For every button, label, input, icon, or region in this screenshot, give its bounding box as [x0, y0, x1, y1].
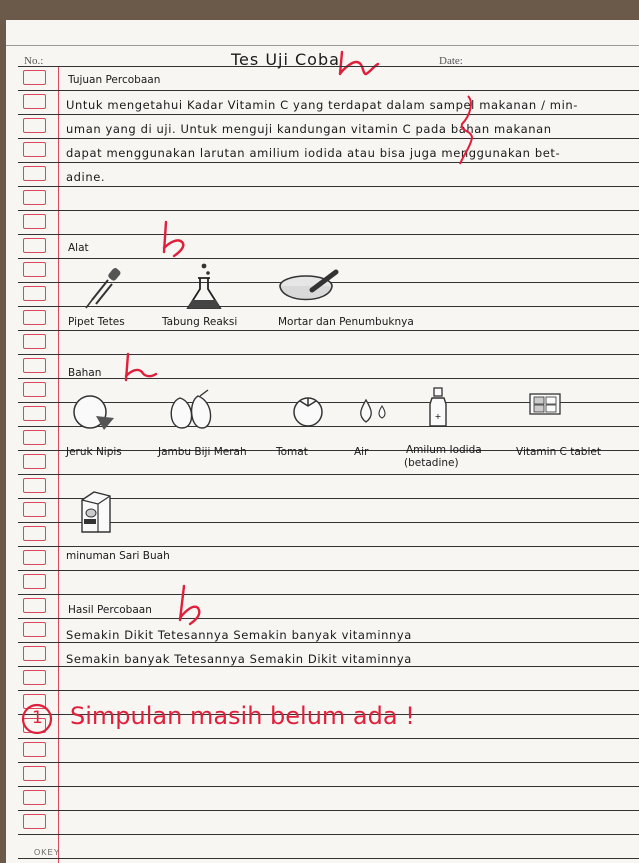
- teacher-checkmark-icon: [168, 580, 212, 628]
- feedback-marker: 1: [32, 708, 43, 728]
- page-title: Tes Uji Coba: [231, 50, 340, 69]
- guava-icon: [164, 388, 220, 434]
- bahan-label: Jambu Biji Merah: [158, 446, 247, 458]
- row-checkbox[interactable]: [23, 646, 46, 661]
- row-checkbox[interactable]: [23, 214, 46, 229]
- teacher-mark-icon: [450, 92, 480, 176]
- row-checkbox[interactable]: [23, 406, 46, 421]
- tujuan-heading: Tujuan Percobaan: [68, 74, 161, 86]
- row-checkbox[interactable]: [23, 286, 46, 301]
- bahan-label: Jeruk Nipis: [66, 446, 122, 458]
- bahan-label: minuman Sari Buah: [66, 550, 170, 562]
- date-label: Date:: [439, 55, 463, 67]
- no-label: No.:: [24, 55, 44, 67]
- ruled-lines: [6, 66, 639, 863]
- tujuan-line: Untuk mengetahui Kadar Vitamin C yang terdapat dalam sampel makanan / min-: [66, 98, 579, 112]
- alat-label: Mortar dan Penumbuknya: [278, 316, 414, 328]
- row-checkbox[interactable]: [23, 238, 46, 253]
- row-checkbox[interactable]: [23, 430, 46, 445]
- row-checkbox[interactable]: [23, 550, 46, 565]
- alat-heading: Alat: [68, 242, 89, 254]
- bottle-icon: [424, 386, 452, 430]
- row-checkbox[interactable]: [23, 622, 46, 637]
- row-checkbox[interactable]: [23, 118, 46, 133]
- tujuan-line: adine.: [66, 170, 106, 184]
- row-checkbox[interactable]: [23, 670, 46, 685]
- alat-label: Tabung Reaksi: [162, 316, 238, 328]
- row-checkbox[interactable]: [23, 814, 46, 829]
- row-checkbox[interactable]: [23, 790, 46, 805]
- tujuan-line: uman yang di uji. Untuk menguji kandungan vitamin C pada bahan makanan: [66, 122, 552, 136]
- tablet-icon: [526, 390, 566, 420]
- row-checkbox[interactable]: [23, 526, 46, 541]
- water-drop-icon: [352, 392, 392, 430]
- bahan-label: Amilum Iodida: [406, 444, 482, 456]
- row-checkbox[interactable]: [23, 166, 46, 181]
- row-checkbox[interactable]: [23, 310, 46, 325]
- bahan-heading: Bahan: [68, 367, 102, 379]
- row-checkbox[interactable]: [23, 742, 46, 757]
- juice-box-icon: [76, 486, 116, 538]
- hasil-line: Semakin Dikit Tetesannya Semakin banyak vitaminnya: [66, 628, 412, 642]
- brand-logo: OKEY: [34, 848, 61, 857]
- bahan-label: Air: [354, 446, 369, 458]
- tujuan-line: dapat menggunakan larutan amilium iodida atau bisa juga menggunakan bet-: [66, 146, 561, 160]
- feedback-note: Simpulan masih belum ada !: [70, 702, 415, 730]
- header-line: [6, 45, 639, 46]
- bahan-label: Vitamin C tablet: [516, 446, 601, 458]
- alat-label: Pipet Tetes: [68, 316, 125, 328]
- teacher-checkmark-icon: [118, 350, 160, 386]
- hasil-heading: Hasil Percobaan: [68, 604, 152, 616]
- hasil-line: Semakin banyak Tetesannya Semakin Dikit vitaminnya: [66, 652, 412, 666]
- lime-icon: [70, 392, 118, 432]
- row-checkbox[interactable]: [23, 382, 46, 397]
- row-checkbox[interactable]: [23, 574, 46, 589]
- row-checkbox[interactable]: [23, 598, 46, 613]
- row-checkbox[interactable]: [23, 478, 46, 493]
- row-checkbox[interactable]: [23, 766, 46, 781]
- teacher-checkmark-icon: [152, 218, 196, 262]
- notebook-page: [6, 20, 639, 863]
- row-checkbox[interactable]: [23, 502, 46, 517]
- bahan-label: Tomat: [276, 446, 308, 458]
- row-checkbox[interactable]: [23, 142, 46, 157]
- row-checkbox[interactable]: [23, 94, 46, 109]
- row-checkbox[interactable]: [23, 190, 46, 205]
- bahan-label: (betadine): [404, 457, 459, 469]
- tomato-icon: [288, 392, 328, 430]
- flask-icon: [182, 262, 228, 314]
- row-checkbox[interactable]: [23, 70, 46, 85]
- mortar-icon: [276, 264, 342, 314]
- svg-text:+: +: [434, 412, 442, 421]
- row-checkbox[interactable]: [23, 358, 46, 373]
- row-checkbox[interactable]: [23, 454, 46, 469]
- row-checkbox[interactable]: [23, 262, 46, 277]
- row-checkbox[interactable]: [23, 334, 46, 349]
- pipette-icon: [82, 264, 128, 310]
